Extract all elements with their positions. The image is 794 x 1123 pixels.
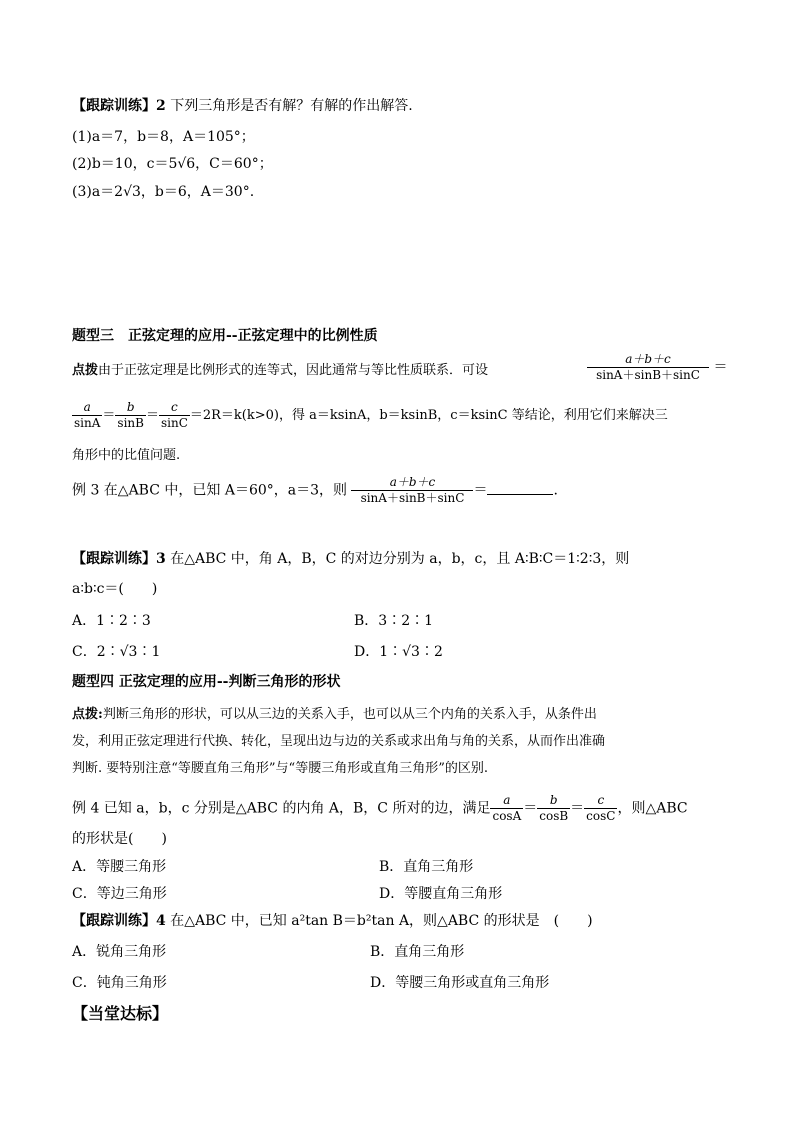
- example3-eq: ＝: [473, 482, 488, 499]
- example4-line2: 的形状是( ): [72, 831, 167, 847]
- type3-tip-fraction: [587, 352, 727, 383]
- example3-fraction-num: a＋b＋c: [351, 475, 473, 491]
- section-heading: 【当堂达标】: [72, 1004, 169, 1023]
- q4-line: [72, 912, 593, 930]
- tip-fraction-num: a＋b＋c: [587, 352, 709, 368]
- cos-ratio-a-den: cosA: [492, 809, 522, 823]
- q2-label: 【跟踪训练】2: [72, 98, 166, 114]
- q3-option-c: C．2∶√3∶1: [72, 644, 161, 660]
- answer-blank: [487, 480, 553, 495]
- ratio-a-den: sinA: [74, 416, 101, 430]
- type3-tip-line1: [72, 362, 488, 380]
- cos-ratio-c: [584, 793, 617, 824]
- q3-option-a: A．1∶2∶3: [72, 613, 151, 629]
- type4-tip-line2: 发，利用正弦定理进行代换、转化，呈现出边与边的关系或求出角与角的关系，从而作出准确: [72, 734, 606, 749]
- cos-ratio-c-num: c: [584, 793, 617, 809]
- cos-ratio-a-num: a: [490, 793, 523, 809]
- type4-tip-line1: [72, 706, 597, 724]
- type3-tip-label: 点拨: [72, 363, 99, 378]
- q3-option-b: B．3∶2∶1: [354, 613, 434, 629]
- example4-text: 例 4 已知 a，b，c 分别是△ABC 的内角 A，B，C 所对的边，满足: [72, 800, 491, 817]
- ex4-option-b: B．直角三角形: [379, 859, 474, 875]
- example3: [72, 475, 558, 506]
- q3-line2: a∶b∶c＝( ): [72, 581, 158, 597]
- ratio-b-den: sinB: [117, 416, 144, 430]
- ratio-b-num: b: [115, 400, 146, 416]
- ratio-a-num: a: [72, 400, 102, 416]
- cos-ratio-b-den: cosB: [539, 809, 569, 823]
- ex4-option-d: D．等腰直角三角形: [379, 886, 503, 902]
- q2-item-2: (2)b＝10，c＝5√6，C＝60°；: [72, 156, 273, 172]
- example3-text: 例 3 在△ABC 中，已知 A＝60°，a＝3，则: [72, 482, 348, 499]
- type3-heading: 题型三 正弦定理的应用--正弦定理中的比例性质: [72, 328, 378, 344]
- type4-tip-text1: 判断三角形的形状，可以从三边的关系入手，也可以从三个内角的关系入手，从条件出: [102, 707, 597, 722]
- q3-label: 【跟踪训练】3: [72, 551, 166, 567]
- q2-item-3: (3)a＝2√3，b＝6，A＝30°.: [72, 184, 255, 200]
- q4-option-d: D．等腰三角形或直角三角形: [370, 975, 550, 991]
- cos-ratio-a: [490, 793, 523, 824]
- ex4-option-a: A．等腰三角形: [72, 859, 167, 875]
- cos-ratio-b-num: b: [537, 793, 570, 809]
- type4-tip-label: 点拨:: [72, 707, 103, 722]
- q4-option-a: A．锐角三角形: [72, 944, 167, 960]
- example4: 例 4 已知 a，b，c 分别是△ABC 的内角 A，B，C 所对的边，满足 $\frac{a}{\cos A}$ ＝ $\frac{b}{\cos B}$ ＝ $\frac{c}{\cos C}$ ，则△ABC: [72, 793, 688, 823]
- example3-fraction-den: sinA＋sinB＋sinC: [360, 491, 465, 505]
- q4-label: 【跟踪训练】4: [72, 913, 166, 929]
- q4-text: 在△ABC 中，已知 a²tan B＝b²tan A，则△ABC 的形状是 ( ): [170, 913, 593, 929]
- q2-line: [72, 97, 413, 115]
- type4-heading: 题型四 正弦定理的应用--判断三角形的形状: [72, 674, 341, 690]
- example3-fraction: [351, 475, 473, 506]
- ratio-c-num: c: [159, 400, 190, 416]
- q2-text: 下列三角形是否有解？有解的作出解答.: [170, 98, 413, 114]
- ex4-option-c: C．等边三角形: [72, 886, 167, 902]
- q4-option-c: C．钝角三角形: [72, 975, 167, 991]
- type3-tip-text2: ＝2R＝k(k>0)，得 a＝ksinA，b＝ksinB，c＝ksinC 等结论，利用它们来解决三: [189, 408, 668, 423]
- tip-eq: ＝: [713, 359, 728, 376]
- type3-tip-line2: $\frac{a}{\sin A}$ ＝ $\frac{b}{\sin B}$ ＝ $\frac{c}{\sin C}$ ＝2R＝k(k>0)，得 a＝ksinA，b＝ksinB，c＝ksinC 等结论，利用它们来解决三: [74, 400, 668, 430]
- tip-fraction: [587, 352, 709, 383]
- tip-fraction-den: sinA＋sinB＋sinC: [596, 368, 700, 382]
- q2-item-1: (1)a＝7，b＝8，A＝105°；: [72, 129, 255, 145]
- cos-ratio-c-den: cosC: [586, 809, 616, 823]
- type4-tip-line3: 判断. 要特别注意“等腰直角三角形”与“等腰三角形或直角三角形”的区别.: [72, 761, 488, 776]
- q3-line1: [72, 550, 629, 568]
- q3-text: 在△ABC 中，角 A，B，C 的对边分别为 a，b，c，且 A∶B∶C＝1∶2∶3，则: [170, 551, 630, 567]
- ratio-b: [115, 400, 146, 431]
- cos-ratio-b: [537, 793, 570, 824]
- ratio-c-den: sinC: [160, 416, 188, 430]
- q3-option-d: D．1∶√3∶2: [354, 644, 443, 660]
- ratio-c: [159, 400, 190, 431]
- example3-end: .: [553, 482, 558, 499]
- q4-option-b: B．直角三角形: [370, 944, 465, 960]
- type3-tip-text1: 由于正弦定理是比例形式的连等式，因此通常与等比性质联系．可设: [98, 363, 489, 378]
- example4-post: ，则△ABC: [617, 800, 688, 817]
- type3-tip-line3: 角形中的比值问题.: [72, 448, 181, 463]
- ratio-a: [72, 400, 102, 431]
